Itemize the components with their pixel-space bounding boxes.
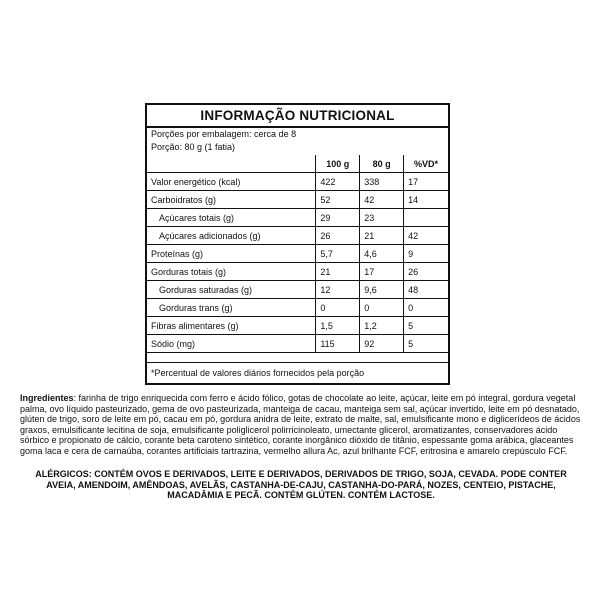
nutrient-row [147, 173, 448, 191]
nutrient-name: Valor energético (kcal) [147, 173, 316, 191]
nutrient-value-100g: 115 [316, 335, 360, 353]
nutrient-name: Açúcares totais (g) [147, 209, 316, 227]
footnote-divider [147, 362, 448, 363]
nutrient-value-80g: 1,2 [360, 317, 404, 335]
nutrient-percent-vd: 48 [404, 281, 448, 299]
nutrient-name: Gorduras trans (g) [147, 299, 316, 317]
nutrient-row [147, 263, 448, 281]
nutrition-title: INFORMAÇÃO NUTRICIONAL [200, 108, 395, 123]
nutrient-value-100g: 1,5 [316, 317, 360, 335]
nutrient-percent-vd: 9 [404, 245, 448, 263]
serving-size: Porção: 80 g (1 fatia) [151, 142, 236, 152]
nutrient-value-100g: 26 [316, 227, 360, 245]
nutrient-row [147, 281, 448, 299]
nutrient-name: Fibras alimentares (g) [147, 317, 316, 335]
header-cell-100g: 100 g [316, 155, 360, 173]
nutrient-name: Proteínas (g) [147, 245, 316, 263]
nutrient-value-80g: 17 [360, 263, 404, 281]
nutrient-percent-vd: 26 [404, 263, 448, 281]
nutrient-row [147, 245, 448, 263]
nutrient-percent-vd: 5 [404, 335, 448, 353]
nutrition-header-row [147, 155, 448, 173]
nutrient-value-80g: 0 [360, 299, 404, 317]
nutrient-name: Carboidratos (g) [147, 191, 316, 209]
nutrient-value-100g: 29 [316, 209, 360, 227]
nutrient-row [147, 191, 448, 209]
nutrient-value-100g: 21 [316, 263, 360, 281]
ingredients-label: Ingredientes [20, 393, 74, 403]
ingredients-text: : farinha de trigo enriquecida com ferro e ácido fólico, gotas de chocolate ao leite, açúcar, leite em pó integral, gordura vegetal palma, ovo líquido pasteurizado, gema de ovo pasteurizada, manteiga de cacau, manteiga sem sal, açúcar invertido, leite em pó desnatado, glúten de trigo, soro de leite em pó, cacau em pó, gordura anidra de leite, extrato de malte, sal, emulsificante mono e diglicerídeos de ácidos graxos, emulsificante lecitina de soja, emulsificante poliglicerol polirricinoleato, umectante glicerol, aromatizantes, conservadores ácido sórbico e propionato de cálcio, corante beta caroteno sintético, corante inorgânico dióxido de titânio, espessante goma arábica, glaceantes goma laca e cera de carnaúba, corantes artificiais tartrazina, vermelho allura Ac, azul brilhante FCF, eritrosina e amarelo crepúsculo FCF. [20, 393, 581, 456]
nutrition-grid [147, 155, 448, 353]
nutrient-row [147, 209, 448, 227]
title-divider [147, 126, 448, 128]
nutrient-value-100g: 12 [316, 281, 360, 299]
nutrient-value-80g: 9,6 [360, 281, 404, 299]
servings-per-package: Porções por embalagem: cerca de 8 [151, 129, 297, 139]
nutrient-row [147, 317, 448, 335]
nutrient-percent-vd: 5 [404, 317, 448, 335]
nutrient-percent-vd: 17 [404, 173, 448, 191]
nutrient-row [147, 227, 448, 245]
nutrient-row [147, 299, 448, 317]
nutrient-name: Gorduras totais (g) [147, 263, 316, 281]
nutrient-value-80g: 23 [360, 209, 404, 227]
nutrient-name: Açúcares adicionados (g) [147, 227, 316, 245]
header-cell-vd: %VD* [404, 155, 448, 173]
nutrition-facts-table [145, 103, 450, 385]
nutrient-percent-vd: 0 [404, 299, 448, 317]
nutrient-value-80g: 21 [360, 227, 404, 245]
nutrient-value-80g: 4,6 [360, 245, 404, 263]
nutrient-name: Gorduras saturadas (g) [147, 281, 316, 299]
header-cell-name [147, 155, 316, 173]
nutrient-row [147, 335, 448, 353]
nutrient-value-80g: 92 [360, 335, 404, 353]
allergens-statement: ALÉRGICOS: CONTÉM OVOS E DERIVADOS, LEITE E DERIVADOS, DERIVADOS DE TRIGO, SOJA, CEVADA. PODE CONTER AVEIA, AMENDOIM, AMÊNDOAS, AVELÃS, CASTANHA-DE-CAJU, CASTANHA-DO-PARÁ, NOZES, CENTEIO, PISTACHE, MACADÂMIA E PECÃ. CONTÉM GLÚTEN. CONTÉM LACTOSE. [35, 469, 567, 501]
nutrient-value-100g: 5,7 [316, 245, 360, 263]
header-cell-80g: 80 g [360, 155, 404, 173]
nutrient-value-100g: 52 [316, 191, 360, 209]
nutrient-percent-vd [404, 209, 448, 227]
nutrient-percent-vd: 42 [404, 227, 448, 245]
nutrient-value-100g: 0 [316, 299, 360, 317]
nutrient-percent-vd: 14 [404, 191, 448, 209]
nutrient-value-80g: 338 [360, 173, 404, 191]
nutrient-value-80g: 42 [360, 191, 404, 209]
footnote: *Percentual de valores diários fornecidos pela porção [151, 368, 365, 378]
nutrient-name: Sódio (mg) [147, 335, 316, 353]
nutrient-value-100g: 422 [316, 173, 360, 191]
ingredients-paragraph [20, 393, 582, 457]
